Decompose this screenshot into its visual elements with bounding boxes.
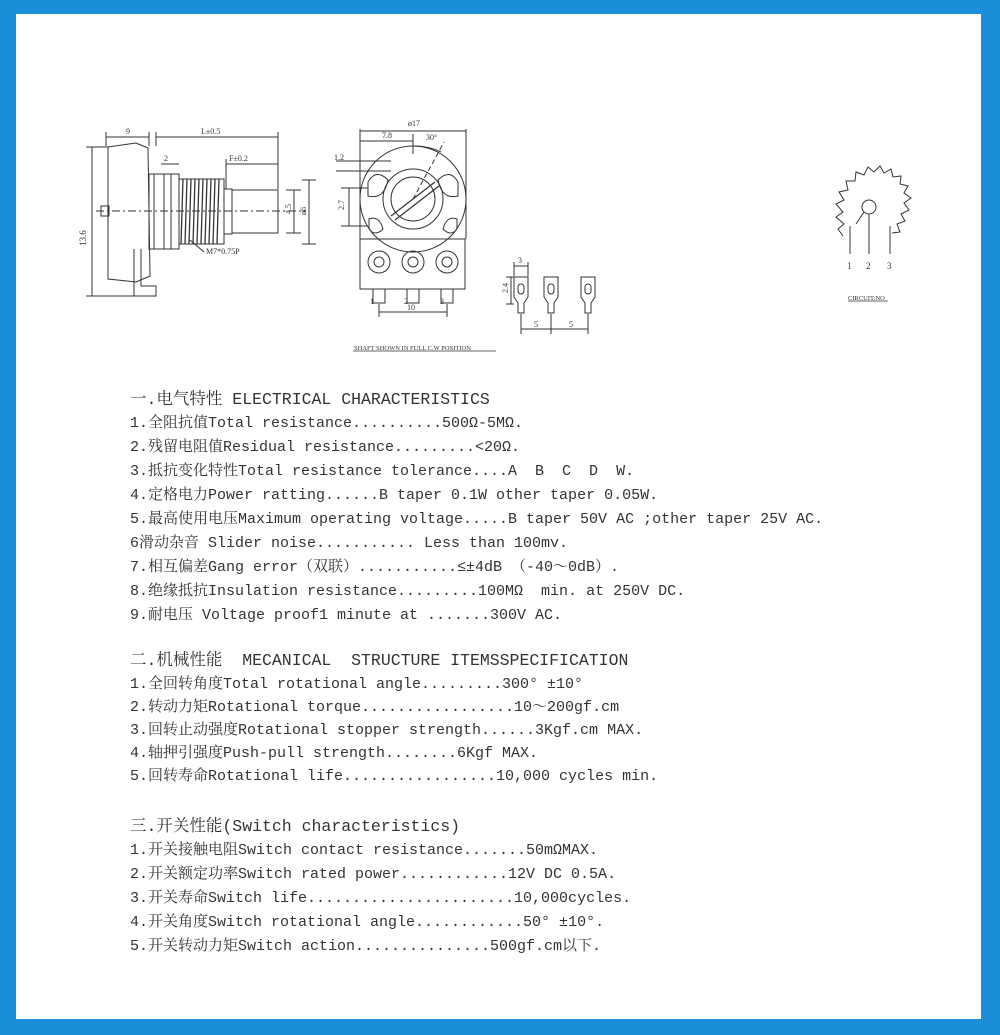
spec-item: 5.开关转动力矩Switch action...............500gf.cm以下. (130, 938, 602, 955)
detail-dim-3: 3 (518, 256, 522, 265)
dim-30deg: 30° (426, 133, 438, 142)
spec-item: 1.全阻抗值Total resistance..........500Ω-5MΩ. (130, 415, 524, 432)
dim-9: 9 (126, 127, 130, 136)
section-heading: 一.电气特性 ELECTRICAL CHARACTERISTICS (130, 390, 490, 409)
dim-4-5: 4.5 (284, 204, 293, 214)
dim-l: L±0.5 (201, 127, 221, 136)
spec-item: 7.相互偏差Gang error（双联）...........≤±4dB （-40～0dB）. (130, 559, 620, 576)
switch-characteristics-section (130, 815, 631, 959)
spec-item: 6滑动杂音 Slider noise........... Less than 100mv. (130, 535, 569, 552)
spec-item: 4.定格电力Power ratting......B taper 0.1W other taper 0.05W. (130, 487, 659, 504)
dim-1-2: 1.2 (334, 153, 344, 162)
spec-item: 4.开关角度Switch rotational angle............50° ±10°. (130, 914, 605, 931)
shaft-caption: SHAFT SHOWN IN FULL C.W POSITION (354, 345, 471, 352)
dim-d17: ø17 (408, 119, 420, 128)
circuit-pin-2: 2 (866, 261, 871, 271)
spec-item: 1.开关接触电阻Switch contact resistance.......50mΩMAX. (130, 842, 599, 859)
pin-3-label: 3 (440, 297, 444, 306)
dim-f: F±0.2 (229, 154, 248, 163)
spec-item: 2.转动力矩Rotational torque.................10～200gf.cm (130, 699, 620, 716)
circuit-label: CIRCUIT:NO (848, 295, 885, 302)
spec-item: 2.残留电阻值Residual resistance.........<20Ω. (130, 439, 521, 456)
pin-1-label: 1 (370, 297, 374, 306)
spec-item: 9.耐电压 Voltage proof1 minute at .......300V AC. (130, 607, 563, 624)
spec-item: 3.回转止动强度Rotational stopper strength......3Kgf.cm MAX. (130, 722, 644, 739)
spec-item: 8.绝缘抵抗Insulation resistance.........100MΩ min. at 250V DC. (130, 583, 686, 600)
terminal-detail-drawing (506, 262, 595, 334)
detail-dim-2-4: 2.4 (501, 283, 510, 293)
dim-7-8: 7.8 (382, 131, 392, 140)
spec-item: 3.开关寿命Switch life.......................10,000cycles. (130, 890, 632, 907)
circuit-symbol-drawing (836, 166, 911, 301)
spec-item: 4.轴押引强度Push-pull strength........6Kgf MAX. (130, 745, 539, 762)
spec-item: 3.抵抗变化特性Total resistance tolerance....A B C D W. (130, 463, 635, 480)
detail-dim-5b: 5 (569, 320, 573, 329)
section-heading: 二.机械性能 MECANICAL STRUCTURE ITEMSSPECIFICATION (130, 651, 629, 670)
spec-item: 5.最高使用电压Maximum operating voltage.....B taper 50V AC ;other taper 25V AC. (130, 511, 824, 528)
spec-sheet (16, 14, 981, 1019)
spec-item: 5.回转寿命Rotational life.................10,000 cycles min. (130, 768, 659, 785)
spec-item: 1.全回转角度Total rotational angle.........300° ±10° (130, 676, 584, 693)
mechanical-structure-section (130, 649, 658, 788)
dim-10: 10 (407, 303, 415, 312)
detail-dim-5a: 5 (534, 320, 538, 329)
dim-d6: ø6 (299, 207, 308, 215)
side-view-drawing (86, 132, 316, 296)
circuit-pin-1: 1 (847, 261, 852, 271)
electrical-characteristics-section (130, 388, 823, 628)
technical-drawing (16, 14, 981, 364)
circuit-pin-3: 3 (887, 261, 892, 271)
spec-item: 2.开关额定功率Switch rated power............12V DC 0.5A. (130, 866, 617, 883)
dim-13-6: 13.6 (78, 230, 88, 246)
thread-note: M7*0.75P (206, 247, 240, 256)
pin-2-label: 2 (404, 297, 408, 306)
dim-2: 2 (164, 154, 168, 163)
dim-2-7: 2.7 (337, 200, 346, 210)
section-heading: 三.开关性能(Switch characteristics) (130, 817, 461, 836)
front-view-drawing (336, 129, 496, 351)
